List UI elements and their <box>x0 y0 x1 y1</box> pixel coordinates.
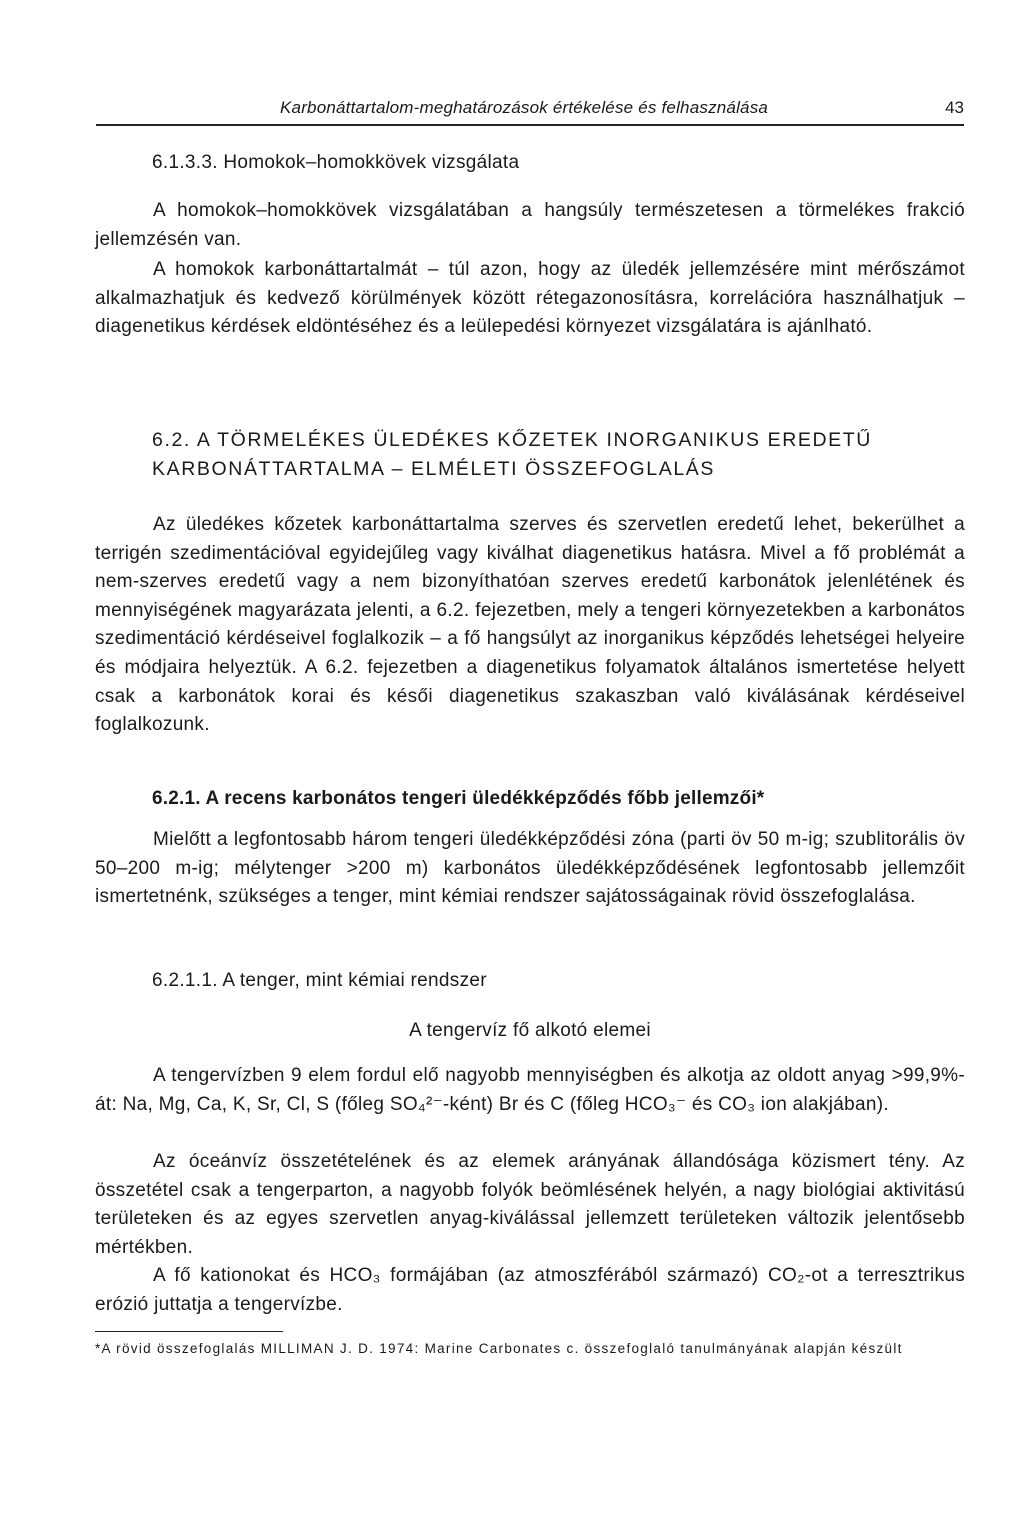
footnote: *A rövid összefoglalás MILLIMAN J. D. 1974: Marine Carbonates c. összefoglaló tanulmányának alapján készült <box>95 1341 903 1356</box>
paragraph-6211-3: A fő kationokat és HCO₃ formájában (az atmoszférából származó) CO₂-ot a terresztrikus erózió juttatja a tengervízbe. <box>95 1265 965 1315</box>
section-heading-6133: 6.1.3.3. Homokok–homokkövek vizsgálata <box>152 152 520 173</box>
chapter-heading-62 <box>152 426 872 483</box>
paragraph-6211-1: A tengervízben 9 elem fordul elő nagyobb mennyiségben és alkotja az oldott anyag >99,9%-át: Na, Mg, Ca, K, Sr, Cl, S (főleg SO₄²⁻-ként) Br és C (főleg HCO₃⁻ és CO₃ ion alakjában). <box>95 1065 965 1115</box>
paragraph-621-1: Mielőtt a legfontosabb három tengeri üledékképződési zóna (parti öv 50 m-ig; szublitorális öv 50–200 m-ig; mélytenger >200 m) karbonátos üledékképződésének legfontosabb jellemzőit ismertetnénk, szükséges a tenger, mint kémiai rendszer sajátosságainak rövid összefoglalása. <box>95 829 965 908</box>
paragraph-62-1: Az üledékes kőzetek karbonáttartalma szerves és szervetlen eredetű lehet, bekerülhet a terrigén szedimentációval egyidejűleg vagy kiválhat diagenetikus hatásra. Mivel a fő problémát a nem-szerves eredetű vagy a nem bizonyíthatóan szerves eredetű karbonátok jelenlétének és mennyiségének magyarázata jelenti, a 6.2. fejezetben, mely a tengeri környezetekben a karbonátos szedimentáció kérdéseivel foglalkozik – a fő hangsúlyt az inorganikus képződés lehetségei helyeire és módjaira helyeztük. A 6.2. fejezetben a diagenetikus folyamatok általános ismertetése helyett csak a karbonátok korai és késői diagenetikus szakaszban való kiválásának kérdéseivel foglalkozunk. <box>95 514 965 736</box>
subsection-subtitle: A tengervíz fő alkotó elemei <box>409 1020 651 1041</box>
paragraph-6133-2: A homokok karbonáttartalmát – túl azon, hogy az üledék jellemzésére mint mérőszámot alkalmazhatjuk és kedvező körülmények között rétegazonosításra, korrelációra használhatjuk – diagenetikus kérdések eldöntéséhez és a leülepedési környezet vizsgálatára is ajánlható. <box>95 259 965 338</box>
footnote-divider <box>95 1331 283 1332</box>
page-number: 43 <box>945 98 964 117</box>
running-header <box>96 98 964 126</box>
subsection-heading-621: 6.2.1. A recens karbonátos tengeri üledékképződés főbb jellemzői* <box>152 788 765 809</box>
header-title: Karbonáttartalom-meghatározások értékelése és felhasználása <box>280 98 769 117</box>
chapter-heading-line-2: KARBONÁTTARTALMA – ELMÉLETI ÖSSZEFOGLALÁS <box>152 458 715 480</box>
paragraph-6211-2: Az óceánvíz összetételének és az elemek arányának állandósága közismert tény. Az összetétel csak a tengerparton, a nagyobb folyók beömlésének helyén, a nagy biológiai aktivitású területeken és az egyes szervetlen anyag-kiválással jellemzett területeken változik jelentősebb mértékben. <box>95 1151 965 1258</box>
paragraph-6133-1: A homokok–homokkövek vizsgálatában a hangsúly természetesen a törmelékes frakció jellemzésén van. <box>95 200 965 250</box>
chapter-heading-line-1: 6.2. A TÖRMELÉKES ÜLEDÉKES KŐZETEK INORGANIKUS EREDETŰ <box>152 429 872 451</box>
subsection-heading-6211: 6.2.1.1. A tenger, mint kémiai rendszer <box>152 970 487 991</box>
